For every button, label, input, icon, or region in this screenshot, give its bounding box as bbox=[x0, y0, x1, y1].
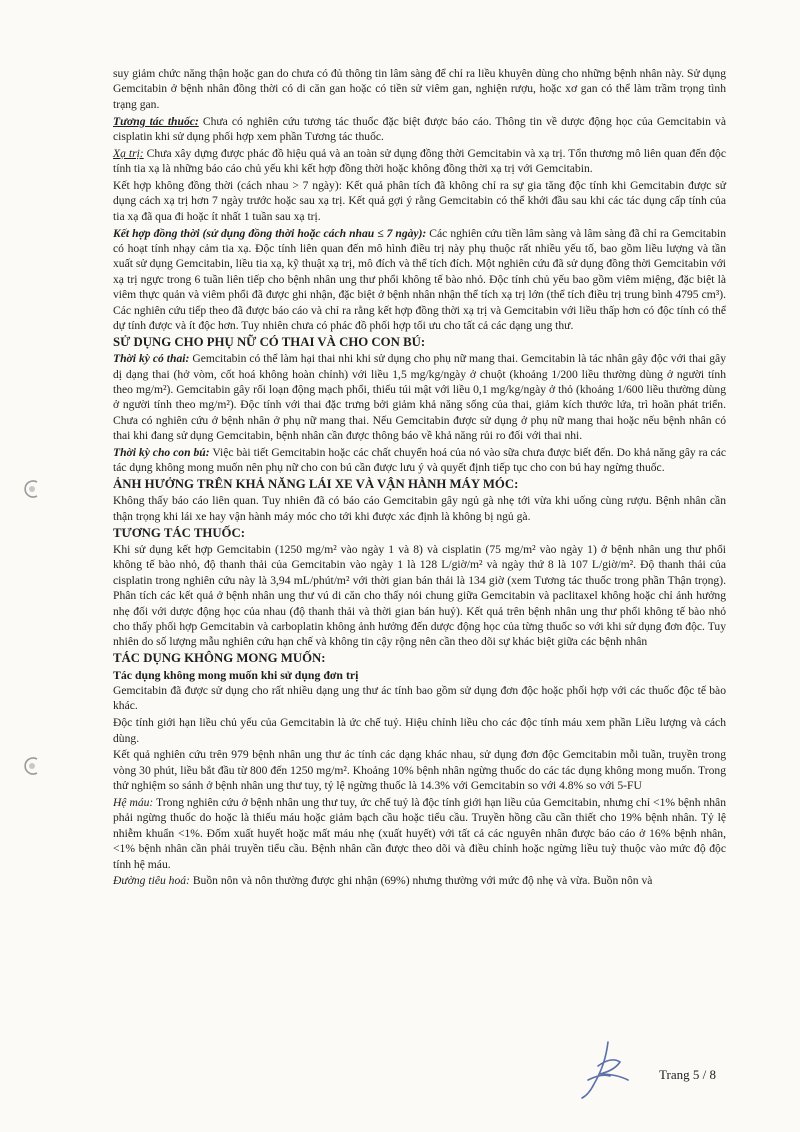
subsection-heading: Tác dụng không mong muốn khi sử dụng đơn trị bbox=[113, 667, 359, 682]
paragraph-lead: Tương tác thuốc: bbox=[113, 114, 199, 128]
binder-hole-top bbox=[20, 478, 42, 500]
paragraph-text: Trong nghiên cứu ở bệnh nhân ung thư tuy, ức chế tuỷ là độc tính giới hạn liều của Gemcitabin, nhưng chỉ <1% bệnh nhân phải ngừng thuốc do hoặc là thiếu máu hoặc giảm bạch cầu hoặc tiểu cầu. Truyền hồng cầu cần thiết cho 19% bệnh nhân. Tỷ lệ nhiễm khuẩn <1%. Đốm xuất huyết hoặc mất máu nhẹ (xuất huyết) với tất cả các nguyên nhân được báo cáo ở 16% bệnh nhân, <1% bệnh nhân cần phải truyền tiểu cầu. Bệnh nhân cần được theo dõi và điều chỉnh hoặc ngừng liều tuỳ thuộc vào mức độ độc tính hệ máu. bbox=[113, 795, 726, 871]
paragraph: Khi sử dụng kết hợp Gemcitabin (1250 mg/m² vào ngày 1 và 8) và cisplatin (75 mg/m² vào ngày 1) ở bệnh nhân ung thư phổi không tế bào nhỏ, độ thanh thải của Gemcitabin vào ngày 1 là 128 L/giờ/m² và ngày thứ 8 là 107 L/giờ/m². Độ thanh thải của cisplatin trong nghiên cứu này là 3,94 mL/phút/m² với thời gian bán thải là 134 giờ (xem Tương tác thuốc trong phần Thận trọng). Phân tích các kết quả ở bệnh nhân ung thư vú di căn cho thấy nói chung giữa Gemcitabin và paclitaxel không hoặc chỉ ảnh hưởng nhẹ đối với dược động học của nhau (độ thanh thải và thời gian bán huỷ). Kết quả trên bệnh nhân ung thư phổi không tế bào nhỏ cho thấy phối hợp Gemcitabin và carboplatin không ảnh hưởng đến dược động học của từng thuốc so với khi sử dụng đơn độc. Tuy nhiên do số lượng mẫu nghiên cứu hạn chế và không tin cậy rộng nên cần theo dõi sự khác biệt giữa các bệnh nhân bbox=[113, 542, 726, 649]
paragraph-lead: Thời kỳ có thai: bbox=[113, 352, 190, 366]
paragraph-text: Chưa xây dựng được phác đồ hiệu quả và an toàn sử dụng đồng thời Gemcitabin và xạ trị. Tổn thương mô liên quan đến độc tính tia xạ là những báo cáo chủ yếu khi kết hợp đồng thời hoặc không đồng thời xạ trị với Gemcitabin. bbox=[113, 146, 726, 176]
paragraph: suy giảm chức năng thận hoặc gan do chưa có đủ thông tin lâm sàng để chỉ ra liều khuyên dùng cho những bệnh nhân này. Sử dụng Gemcitabin ở bệnh nhân đồng thời có di căn gan hoặc có tiền sử viêm gan, nghiện rượu, hoặc xơ gan có thể làm trầm trọng tình trạng gan. bbox=[113, 67, 726, 111]
document-body bbox=[113, 66, 726, 890]
paragraph-lead: Đường tiêu hoá: bbox=[113, 874, 190, 888]
section-heading: SỬ DỤNG CHO PHỤ NỮ CÓ THAI VÀ CHO CON BÚ: bbox=[113, 334, 426, 349]
page-number: Trang 5 / 8 bbox=[659, 1067, 716, 1082]
paragraph-lead: Thời kỳ cho con bú: bbox=[113, 445, 210, 459]
paragraph: Kết quả nghiên cứu trên 979 bệnh nhân ung thư ác tính các dạng khác nhau, sử dụng đơn độc Gemcitabin mỗi tuần, truyền trong vòng 30 phút, liều bắt đầu từ 800 đến 1250 mg/m². Khoảng 10% bệnh nhân ngừng thuốc do các tác dụng không mong muốn. Trong thử nghiệm so sánh ở bệnh nhân ung thư tuy, tỷ lệ ngừng thuốc là 14.3% với Gemcitabin so với 4.8% so với 5-FU bbox=[113, 748, 726, 793]
binder-hole-bottom bbox=[20, 755, 42, 777]
paragraph bbox=[113, 226, 726, 334]
paragraph bbox=[113, 445, 726, 476]
paragraph-lead: Xạ trị: bbox=[113, 146, 144, 160]
paragraph-lead: Kết hợp đồng thời (sử dụng đồng thời hoặc cách nhau ≤ 7 ngày): bbox=[113, 226, 427, 240]
section-heading: TÁC DỤNG KHÔNG MONG MUỐN: bbox=[113, 651, 326, 666]
paragraph-text: Buồn nôn và nôn thường được ghi nhận (69%) nhưng thường với mức độ nhẹ và vừa. Buồn nôn và bbox=[189, 874, 653, 888]
paragraph-lead: Hệ máu: bbox=[113, 795, 154, 809]
paragraph: Kết hợp không đồng thời (cách nhau > 7 ngày): Kết quả phân tích đã không chỉ ra sự gia tăng độc tính khi Gemcitabin được sử dụng cách xạ trị hơn 7 ngày trước hoặc sau xạ trị. Kết quả gợi ý rằng Gemcitabin có thể khởi đầu sau khi các tác dụng cấp tính của tia xạ đã qua đi hoặc ít nhất 1 tuần sau xạ trị. bbox=[113, 179, 726, 223]
paragraph bbox=[113, 795, 726, 872]
section-heading: TƯƠNG TÁC THUỐC: bbox=[113, 525, 246, 540]
paragraph: Độc tính giới hạn liều chủ yếu của Gemcitabin là ức chế tuỷ. Hiệu chỉnh liều cho các độc tính máu xem phần Liều lượng và cách dùng. bbox=[113, 716, 726, 745]
paragraph-text: Gemcitabin có thể làm hại thai nhi khi sử dụng cho phụ nữ mang thai. Gemcitabin là tác nhân gây độc với thai gây dị dạng thai (hở vòm, cốt hoá không hoàn chỉnh) với liều 1,5 mg/kg/ngày ở chuột (khoảng 1/200 liều thường dùng ở người tính theo mg/m²). Gemcitabin gây rối loạn động mạch phổi, thiếu túi mật với liều 0,1 mg/kg/ngày ở thỏ (khoảng 1/600 liều thường dùng ở người tính theo mg/m²). Độc tính với thai đặc trưng bởi giảm khả năng sống của thai, giảm kích thước lứa, trì hoãn phát triển. Chưa có nghiên cứu ở bệnh nhân ở phụ nữ mang thai. Nếu Gemcitabin được sử dụng ở phụ nữ mang thai hoặc nếu bệnh nhân có thai khi đang sử dụng Gemcitabin, bệnh nhân cần được thông báo về khả năng rủi ro đối với thai nhi. bbox=[113, 352, 726, 443]
section-heading: ẢNH HƯỞNG TRÊN KHẢ NĂNG LÁI XE VÀ VẬN HÀNH MÁY MÓC: bbox=[113, 477, 519, 492]
paragraph: Gemcitabin đã được sử dụng cho rất nhiều dạng ung thư ác tính bao gồm sử dụng đơn độc hoặc phối hợp với các thuốc độc tế bào khác. bbox=[113, 683, 726, 713]
signature-mark bbox=[580, 1040, 630, 1100]
paragraph: Không thấy báo cáo liên quan. Tuy nhiên đã có báo cáo Gemcitabin gây ngủ gà nhẹ tới vừa khi uống cùng rượu. Bệnh nhân cần thận trọng khi lái xe hay vận hành máy móc cho tới khi được xác định là không bị ngủ gà. bbox=[113, 494, 726, 523]
paragraph-text: Việc bài tiết Gemcitabin hoặc các chất chuyển hoá của nó vào sữa chưa được biết đến. Do khả năng gây ra các tác dụng không mong muốn nên phụ nữ cho con bú cần được lưu ý và quyết định tiếp tục cho con bú hay ngừng thuốc. bbox=[113, 445, 726, 475]
paragraph bbox=[113, 873, 726, 888]
paragraph bbox=[113, 351, 726, 443]
paragraph-text: Chưa có nghiên cứu tương tác thuốc đặc biệt được báo cáo. Thông tin về dược động học của Gemcitabin và cisplatin khi sử dụng phối hợp xem phần Tương tác thuốc. bbox=[113, 114, 726, 144]
paragraph-text: Các nghiên cứu tiền lâm sàng và lâm sàng đã chỉ ra Gemcitabin có hoạt tính nhạy cảm tia xạ. Độc tính liên quan đến mô hình điều trị này phụ thuộc rất nhiều yếu tố, bao gồm liều lượng và tần xuất sử dụng Gemcitabin, liều tia xạ, kỹ thuật xạ trị, mô đích và thể tích đích. Một nghiên cứu đã sử dụng đồng thời Gemcitabin với xạ trị ngực trong 6 tuần liên tiếp cho bệnh nhân ung thư phổi không tế bào nhỏ. Độc tính chủ yếu bao gồm viêm miệng, đặc biệt là viêm thực quản và viêm phổi đã được ghi nhận, đặc biệt ở bệnh nhân nhận thể tích xạ trị lớn (thể tích điều trị trung bình 4795 cm³). Các nghiên cứu tiếp theo đã được báo cáo và chỉ ra rằng kết hợp đồng thời xạ trị và Gemcitabin với liều thấp hơn có độc tính có thể dự tính được và ít độc hơn. Tuy nhiên chưa có phác đồ phối hợp tối ưu cho tất cả các dạng ung thư. bbox=[113, 226, 726, 333]
paragraph bbox=[113, 114, 726, 145]
paragraph bbox=[113, 146, 726, 177]
